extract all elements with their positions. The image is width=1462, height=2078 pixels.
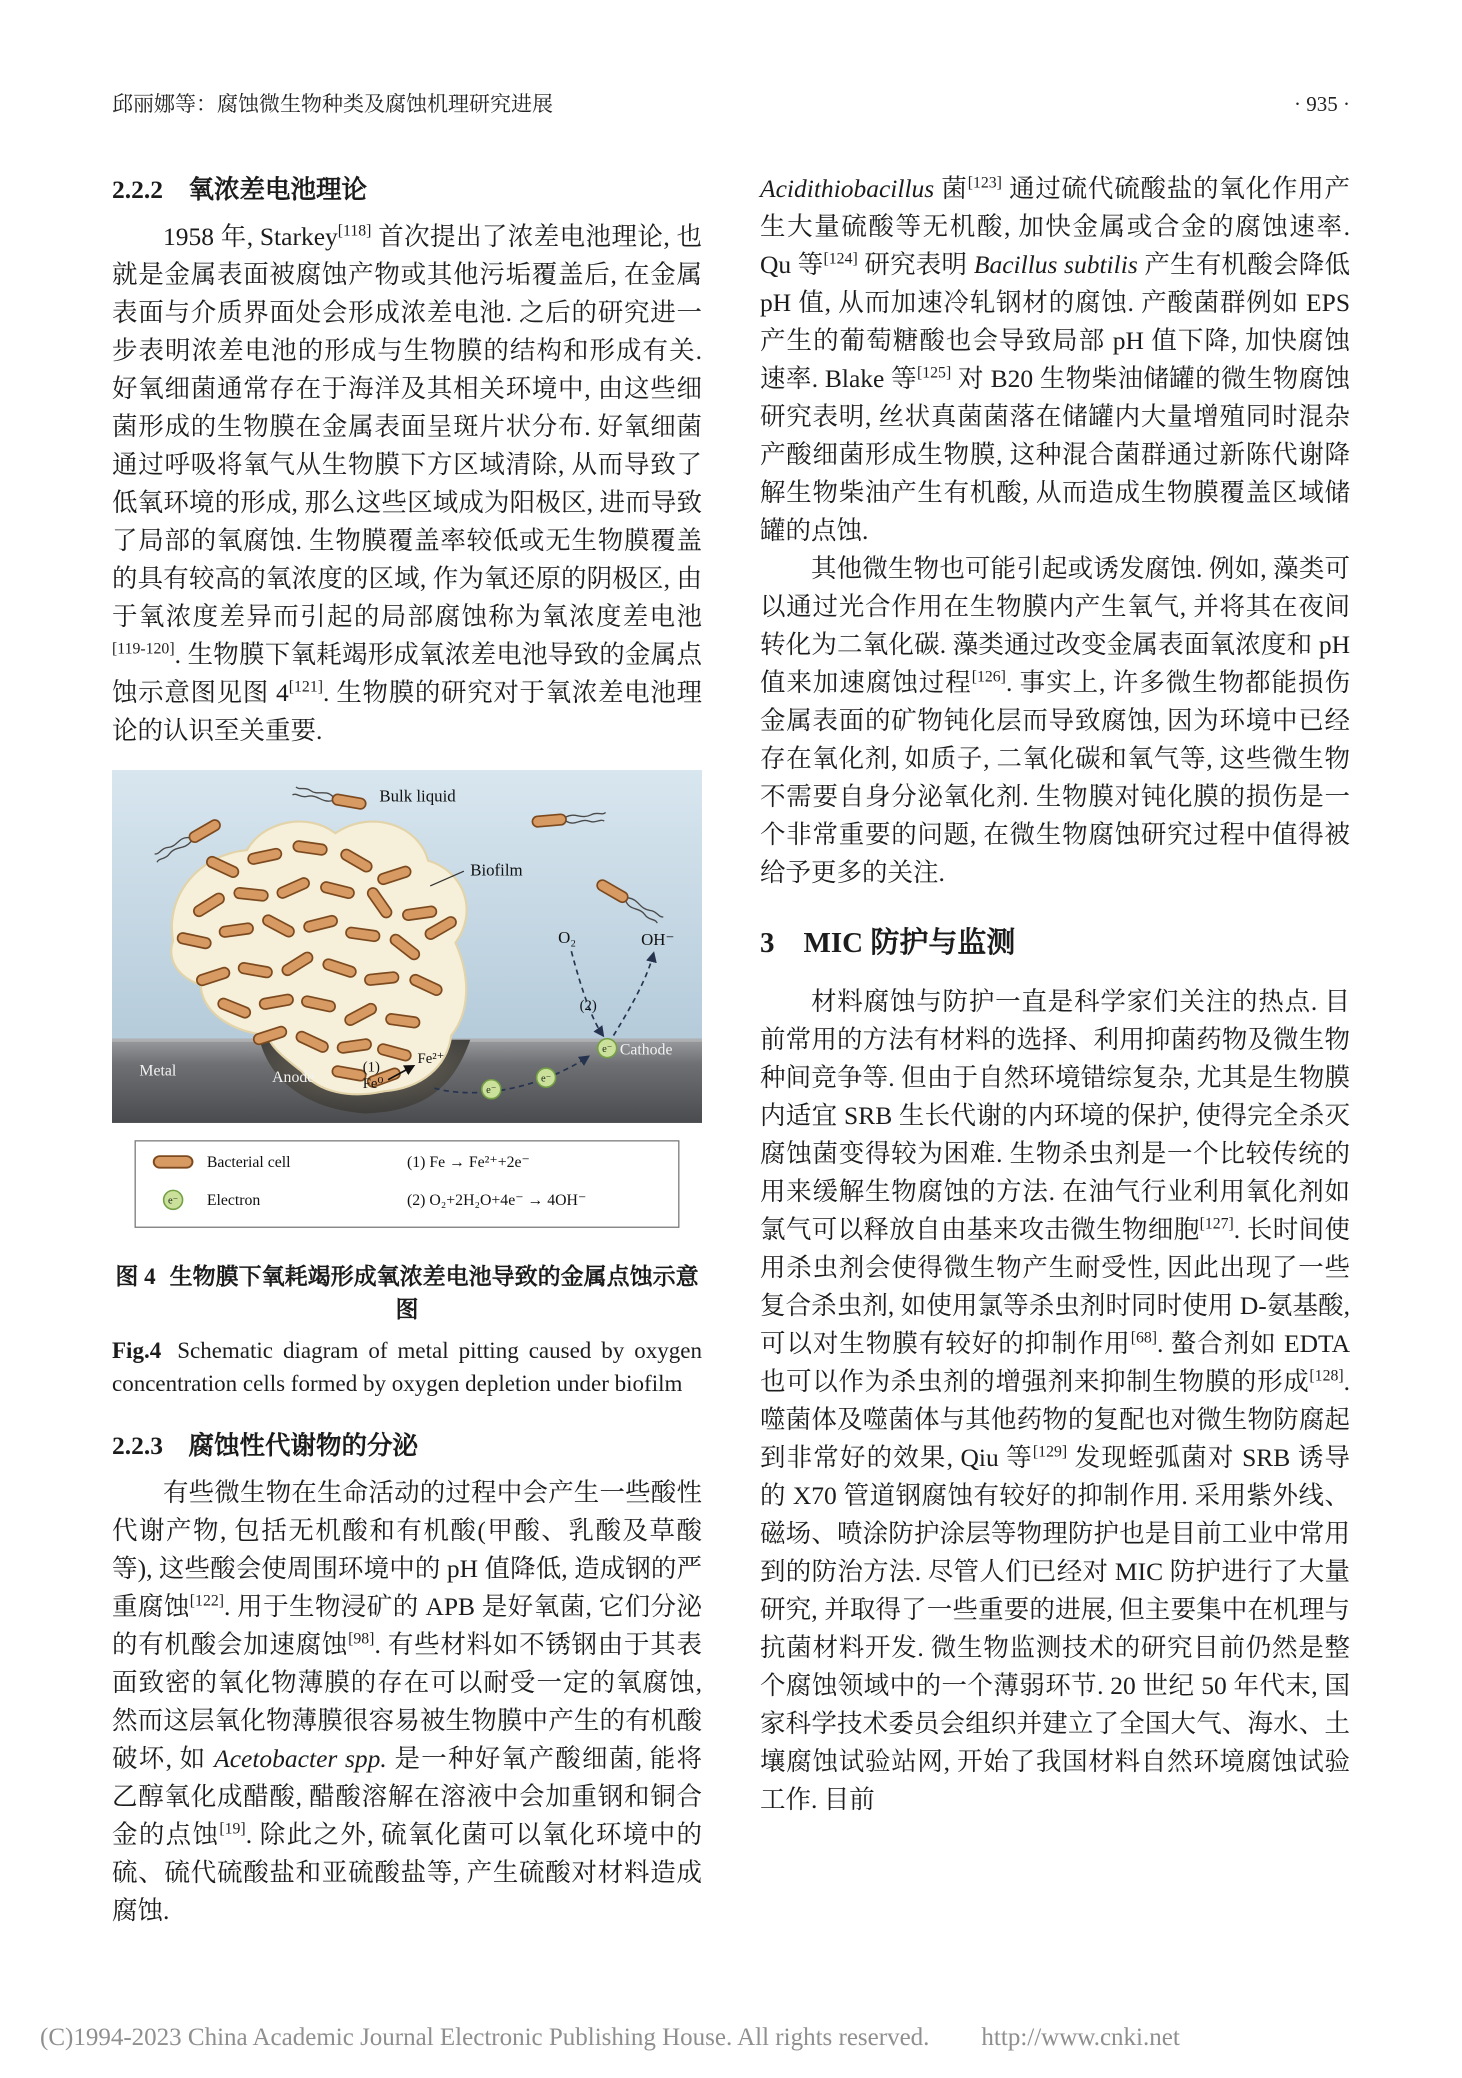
footer-url: http://www.cnki.net [981,2024,1180,2051]
svg-text:e⁻: e⁻ [486,1084,497,1096]
figure-4-number-zh: 图 4 [115,1263,156,1289]
label-bulk-liquid: Bulk liquid [379,786,456,806]
section-2-2-2-paragraph: 1958 年, Starkey[118] 首次提出了浓差电池理论, 也就是金属表面被腐蚀产物或其他污垢覆盖后, 在金属表面与介质界面处会形成浓差电池. 之后的研究进一步表明浓差电池的形成与生物膜的结构和形成有关. 好氧细菌通常存在于海洋及其相关环境中, 由这些细菌形成的生物膜在金属表面呈斑片状分布. 好氧细菌通过呼吸将氧气从生物膜下方区域清除, 从而导致了低氧环境的形成, 那么这些区域成为阳极区, 进而导致了局部的氧腐蚀. 生物膜覆盖率较低或无生物膜覆盖的具有较高的氧浓度的区域, 作为氧还原的阴极区, 由于氧浓度差异而引起的局部腐蚀称为氧浓度差电池[119-120]. 生物膜下氧耗竭形成氧浓差电池导致的金属点蚀示意图见图 4[121]. 生物膜的研究对于氧浓差电池理论的认识至关重要. [112,222,702,745]
figure-4-caption-en-text: Schematic diagram of metal pitting caused by oxygen concentration cells formed by oxygen depletion under biofilm [112,1337,702,1396]
right-paragraph-1: Acidithiobacillus 菌[123] 通过硫代硫酸盐的氧化作用产生大量硫酸等无机酸, 加快金属或合金的腐蚀速率. Qu 等[124] 研究表明 Bacillus subtilis 产生有机酸会降低 pH 值, 从而加速冷轧钢材的腐蚀. 产酸菌群例如 EPS 产生的葡萄糖酸也会导致局部 pH 值下降, 加快腐蚀速率. Blake 等[125] 对 B20 生物柴油储罐的微生物腐蚀研究表明, 丝状真菌菌落在储罐内大量增殖同时混杂产酸细菌形成生物膜, 这种混合菌群通过新陈代谢降解生物柴油产生有机酸, 从而造成生物膜覆盖区域储罐的点蚀. [760,174,1351,545]
label-step1: (1) [362,1059,380,1076]
right-paragraph-2: 其他微生物也可能引起或诱发腐蚀. 例如, 藻类可以通过光合作用在生物膜内产生氧气, 并将其在夜间转化为二氧化碳. 藻类通过改变金属表面氧浓度和 pH 值来加速腐蚀过程[126]. 事实上, 许多微生物都能损伤金属表面的矿物钝化层而导致腐蚀, 因为环境中已经存在氧化剂, 如质子, 二氧化碳和氧气等, 这些微生物不需要自身分泌氧化剂. 生物膜对钝化膜的损伤是一个非常重要的问题, 在微生物腐蚀研究过程中值得被给予更多的关注. [760,554,1350,887]
svg-text:e⁻: e⁻ [602,1043,613,1055]
figure-4-caption-en [112,1334,702,1400]
legend-reaction-1: (1) Fe → Fe²⁺+2e⁻ [406,1154,530,1172]
section-2-2-2-heading: 2.2.2 氧浓差电池理论 [112,175,368,204]
footer-copyright: (C)1994-2023 China Academic Journal Electronic Publishing House. All rights reserved. [40,2024,930,2051]
legend-electron: Electron [206,1192,261,1210]
left-column [112,170,702,1930]
page-header [112,88,1350,118]
electron-3 [598,1039,617,1058]
figure-4-diagram [112,770,702,1240]
label-anode: Anode [272,1068,315,1086]
figure-4-number-en: Fig.4 [112,1337,162,1363]
article-body [112,170,1350,1930]
page-number: · 935 · [1294,92,1350,116]
label-metal: Metal [139,1062,177,1080]
legend-reaction-2: (2) O₂+2H₂O+4e⁻ → 4OH⁻ [406,1192,587,1210]
figure-4 [112,770,702,1400]
figure-4-legend [135,1141,679,1227]
section-3-paragraph: 材料腐蚀与防护一直是科学家们关注的热点. 目前常用的方法有材料的选择、利用抑菌药物及微生物种间竞争等. 但由于自然环境错综复杂, 尤其是生物膜内适宜 SRB 生长代谢的内环境的保护, 使得完全杀灭腐蚀菌变得较为困难. 生物杀虫剂是一个比较传统的用来缓解生物腐蚀的方法. 在油气行业利用氧化剂如氯气可以释放自由基来攻击微生物细胞[127]. 长时间使用杀虫剂会使得微生物产生耐受性, 因此出现了一些复合杀虫剂, 如使用氯等杀虫剂时同时使用 D-氨基酸, 可以对生物膜有较好的抑制作用[68]. 螯合剂如 EDTA 也可以作为杀虫剂的增强剂来抑制生物膜的形成[128]. 噬菌体及噬菌体与其他药物的复配也对微生物防腐起到非常好的效果, Qiu 等[129] 发现蛭弧菌对 SRB 诱导的 X70 管道钢腐蚀有较好的抑制作用. 采用紫外线、磁场、喷涂防护涂层等物理防护也是目前工业中常用到的防治方法. 尽管人们已经对 MIC 防护进行了大量研究, 并取得了一些重要的进展, 但主要集中在机理与抗菌材料开发. 微生物监测技术的研究目前仍然是整个腐蚀领域中的一个薄弱环节. 20 世纪 50 年代末, 国家科学技术委员会组织并建立了全国大气、海水、土壤腐蚀试验站网, 开始了我国材料自然环境腐蚀试验工作. 目前 [760,987,1350,1814]
section-3-heading: 3 MIC 防护与监测 [760,927,1016,959]
figure-4-caption-zh-text: 生物膜下氧耗竭形成氧浓差电池导致的金属点蚀示意图 [169,1263,699,1322]
legend-bacterial-cell: Bacterial cell [206,1154,291,1172]
svg-text:e⁻: e⁻ [540,1073,552,1085]
label-o2: O₂ [558,927,577,947]
label-oh: OH⁻ [641,929,675,949]
svg-text:e⁻: e⁻ [167,1195,179,1207]
figure-4-caption-zh [112,1258,702,1324]
electron-2 [537,1068,556,1087]
electron-1 [482,1080,501,1099]
label-fe2plus: Fe²⁺ [417,1050,445,1067]
label-biofilm: Biofilm [470,860,523,880]
section-2-2-3-heading: 2.2.3 腐蚀性代谢物的分泌 [112,1430,419,1460]
page-footer [40,2024,1180,2052]
right-column [760,170,1350,1930]
label-fe0: Fe⁰ [362,1076,384,1093]
label-cathode: Cathode [619,1041,673,1059]
section-2-2-3-paragraph: 有些微生物在生命活动的过程中会产生一些酸性代谢产物, 包括无机酸和有机酸(甲酸、乳酸及草酸等), 这些酸会使周围环境中的 pH 值降低, 造成钢的严重腐蚀[122]. 用于生物浸矿的 APB 是好氧菌, 它们分泌的有机酸会加速腐蚀[98]. 有些材料如不锈钢由于其表面致密的氧化物薄膜的存在可以耐受一定的氧腐蚀, 然而这层氧化物薄膜很容易被生物膜中产生的有机酸破坏, 如 Acetobacter spp. 是一种好氧产酸细菌, 能将乙醇氧化成醋酸, 醋酸溶解在溶液中会加重钢和铜合金的点蚀[19]. 除此之外, 硫氧化菌可以氧化环境中的硫、硫代硫酸盐和亚硫酸盐等, 产生硫酸对材料造成腐蚀. [112,1477,702,1925]
label-step2: (2) [579,998,597,1015]
running-title: 邱丽娜等：腐蚀微生物种类及腐蚀机理研究进展 [112,92,553,116]
